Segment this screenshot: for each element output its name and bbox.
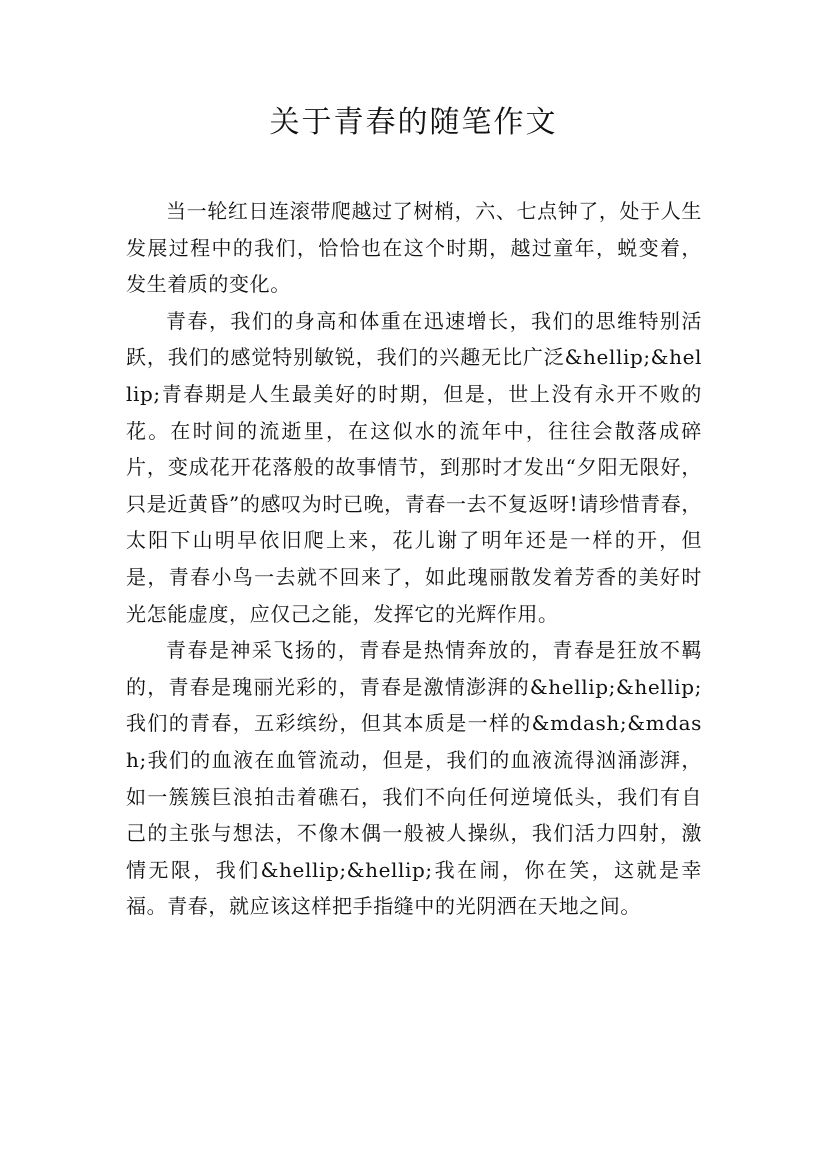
paragraph-1: 当一轮红日连滚带爬越过了树梢，六、七点钟了，处于人生发展过程中的我们，恰恰也在这个时期，越过童年，蜕变着，发生着质的变化。 — [126, 199, 702, 297]
document-title: 关于青春的随笔作文 — [269, 105, 558, 140]
document-body — [126, 193, 702, 925]
paragraph-3: 青春是神采飞扬的，青春是热情奔放的，青春是狂放不羁的，青春是瑰丽光彩的，青春是激情澎湃的&hellip;&hellip;我们的青春，五彩缤纷，但其本质是一样的&mdash;&mdash;我们的血液在血管流动，但是，我们的血液流得汹涌澎湃，如一簇簇巨浪拍击着礁石，我们不向任何逆境低头，我们有自己的主张与想法，不像木偶一般被人操纵，我们活力四射，激情无限，我们&hellip;&hellip;我在闹，你在笑，这就是幸福。青春，就应该这样把手指缝中的光阴洒在天地之间。 — [126, 638, 702, 919]
paragraph-2: 青春，我们的身高和体重在迅速增长，我们的思维特别活跃，我们的感觉特别敏锐，我们的兴趣无比广泛&hellip;&hellip;青春期是人生最美好的时期，但是，世上没有永开不败的花。在时间的流逝里，在这似水的流年中，往往会散落成碎片，变成花开花落般的故事情节，到那时才发出“夕阳无限好，只是近黄昏”的感叹为时已晚，青春一去不复返呀!请珍惜青春，太阳下山明早依旧爬上来，花儿谢了明年还是一样的开，但是，青春小鸟一去就不回来了，如此瑰丽散发着芳香的美好时光怎能虚度，应仅己之能，发挥它的光辉作用。 — [126, 308, 702, 626]
